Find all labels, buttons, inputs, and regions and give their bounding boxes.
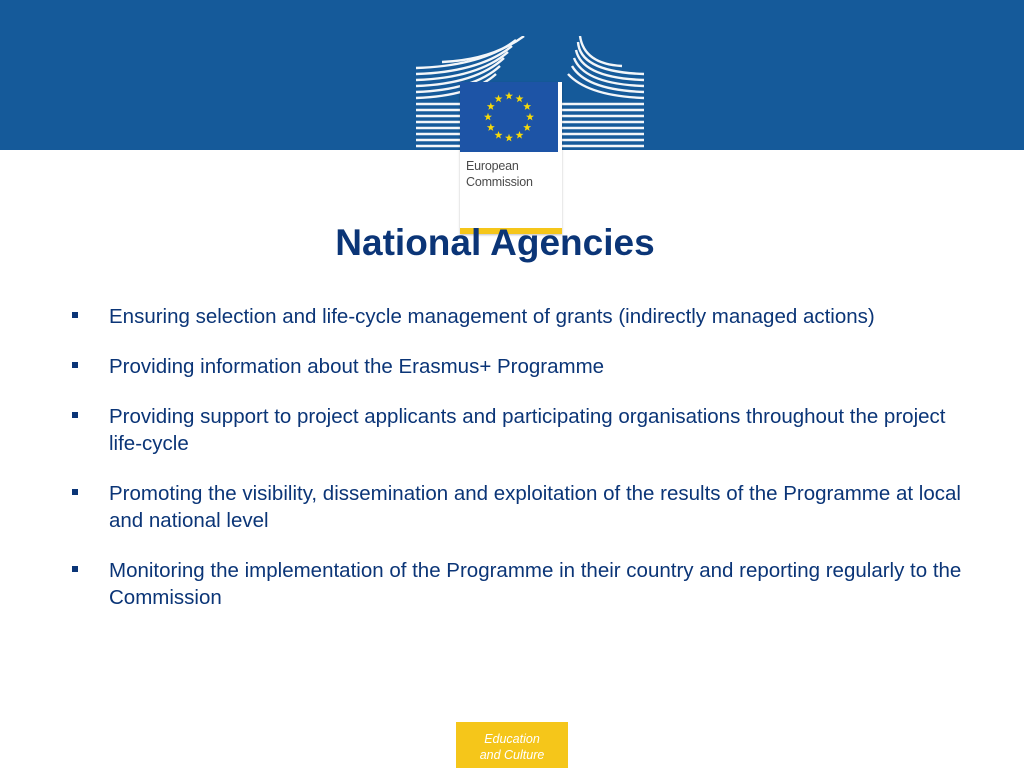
- square-bullet-icon: [72, 362, 78, 368]
- bullet-item: [70, 557, 980, 611]
- bullet-text: Providing information about the Erasmus+ Programme: [109, 355, 605, 378]
- bullet-item: [70, 353, 980, 380]
- bullet-item: [70, 480, 980, 534]
- education-culture-tab: [456, 722, 568, 768]
- square-bullet-icon: [72, 312, 78, 318]
- square-bullet-icon: [72, 412, 78, 418]
- footer-line-education: Education: [484, 732, 540, 746]
- footer-line-culture: and Culture: [479, 748, 545, 762]
- bullet-text: Providing support to project applicants and participating organisations throughout the project life-cycle: [109, 405, 946, 455]
- european-commission-logo: [412, 36, 648, 202]
- logo-card: [460, 82, 562, 234]
- square-bullet-icon: [72, 566, 78, 572]
- bullet-text: Monitoring the implementation of the Programme in their country and reporting regularly to the Commission: [109, 559, 962, 609]
- eu-flag-icon: [460, 82, 558, 152]
- bullet-item: [70, 403, 980, 457]
- bullet-text: Promoting the visibility, dissemination and exploitation of the results of the Programme at local and national level: [109, 482, 961, 532]
- bullet-item: [70, 303, 980, 330]
- logo-line-commission: Commission: [466, 175, 533, 189]
- logo-wordmark: [466, 158, 558, 190]
- bullet-list: [70, 303, 980, 634]
- square-bullet-icon: [72, 489, 78, 495]
- logo-line-european: European: [466, 159, 519, 173]
- slide-title: National Agencies: [335, 222, 655, 263]
- bullet-text: Ensuring selection and life-cycle management of grants (indirectly managed actions): [109, 305, 875, 328]
